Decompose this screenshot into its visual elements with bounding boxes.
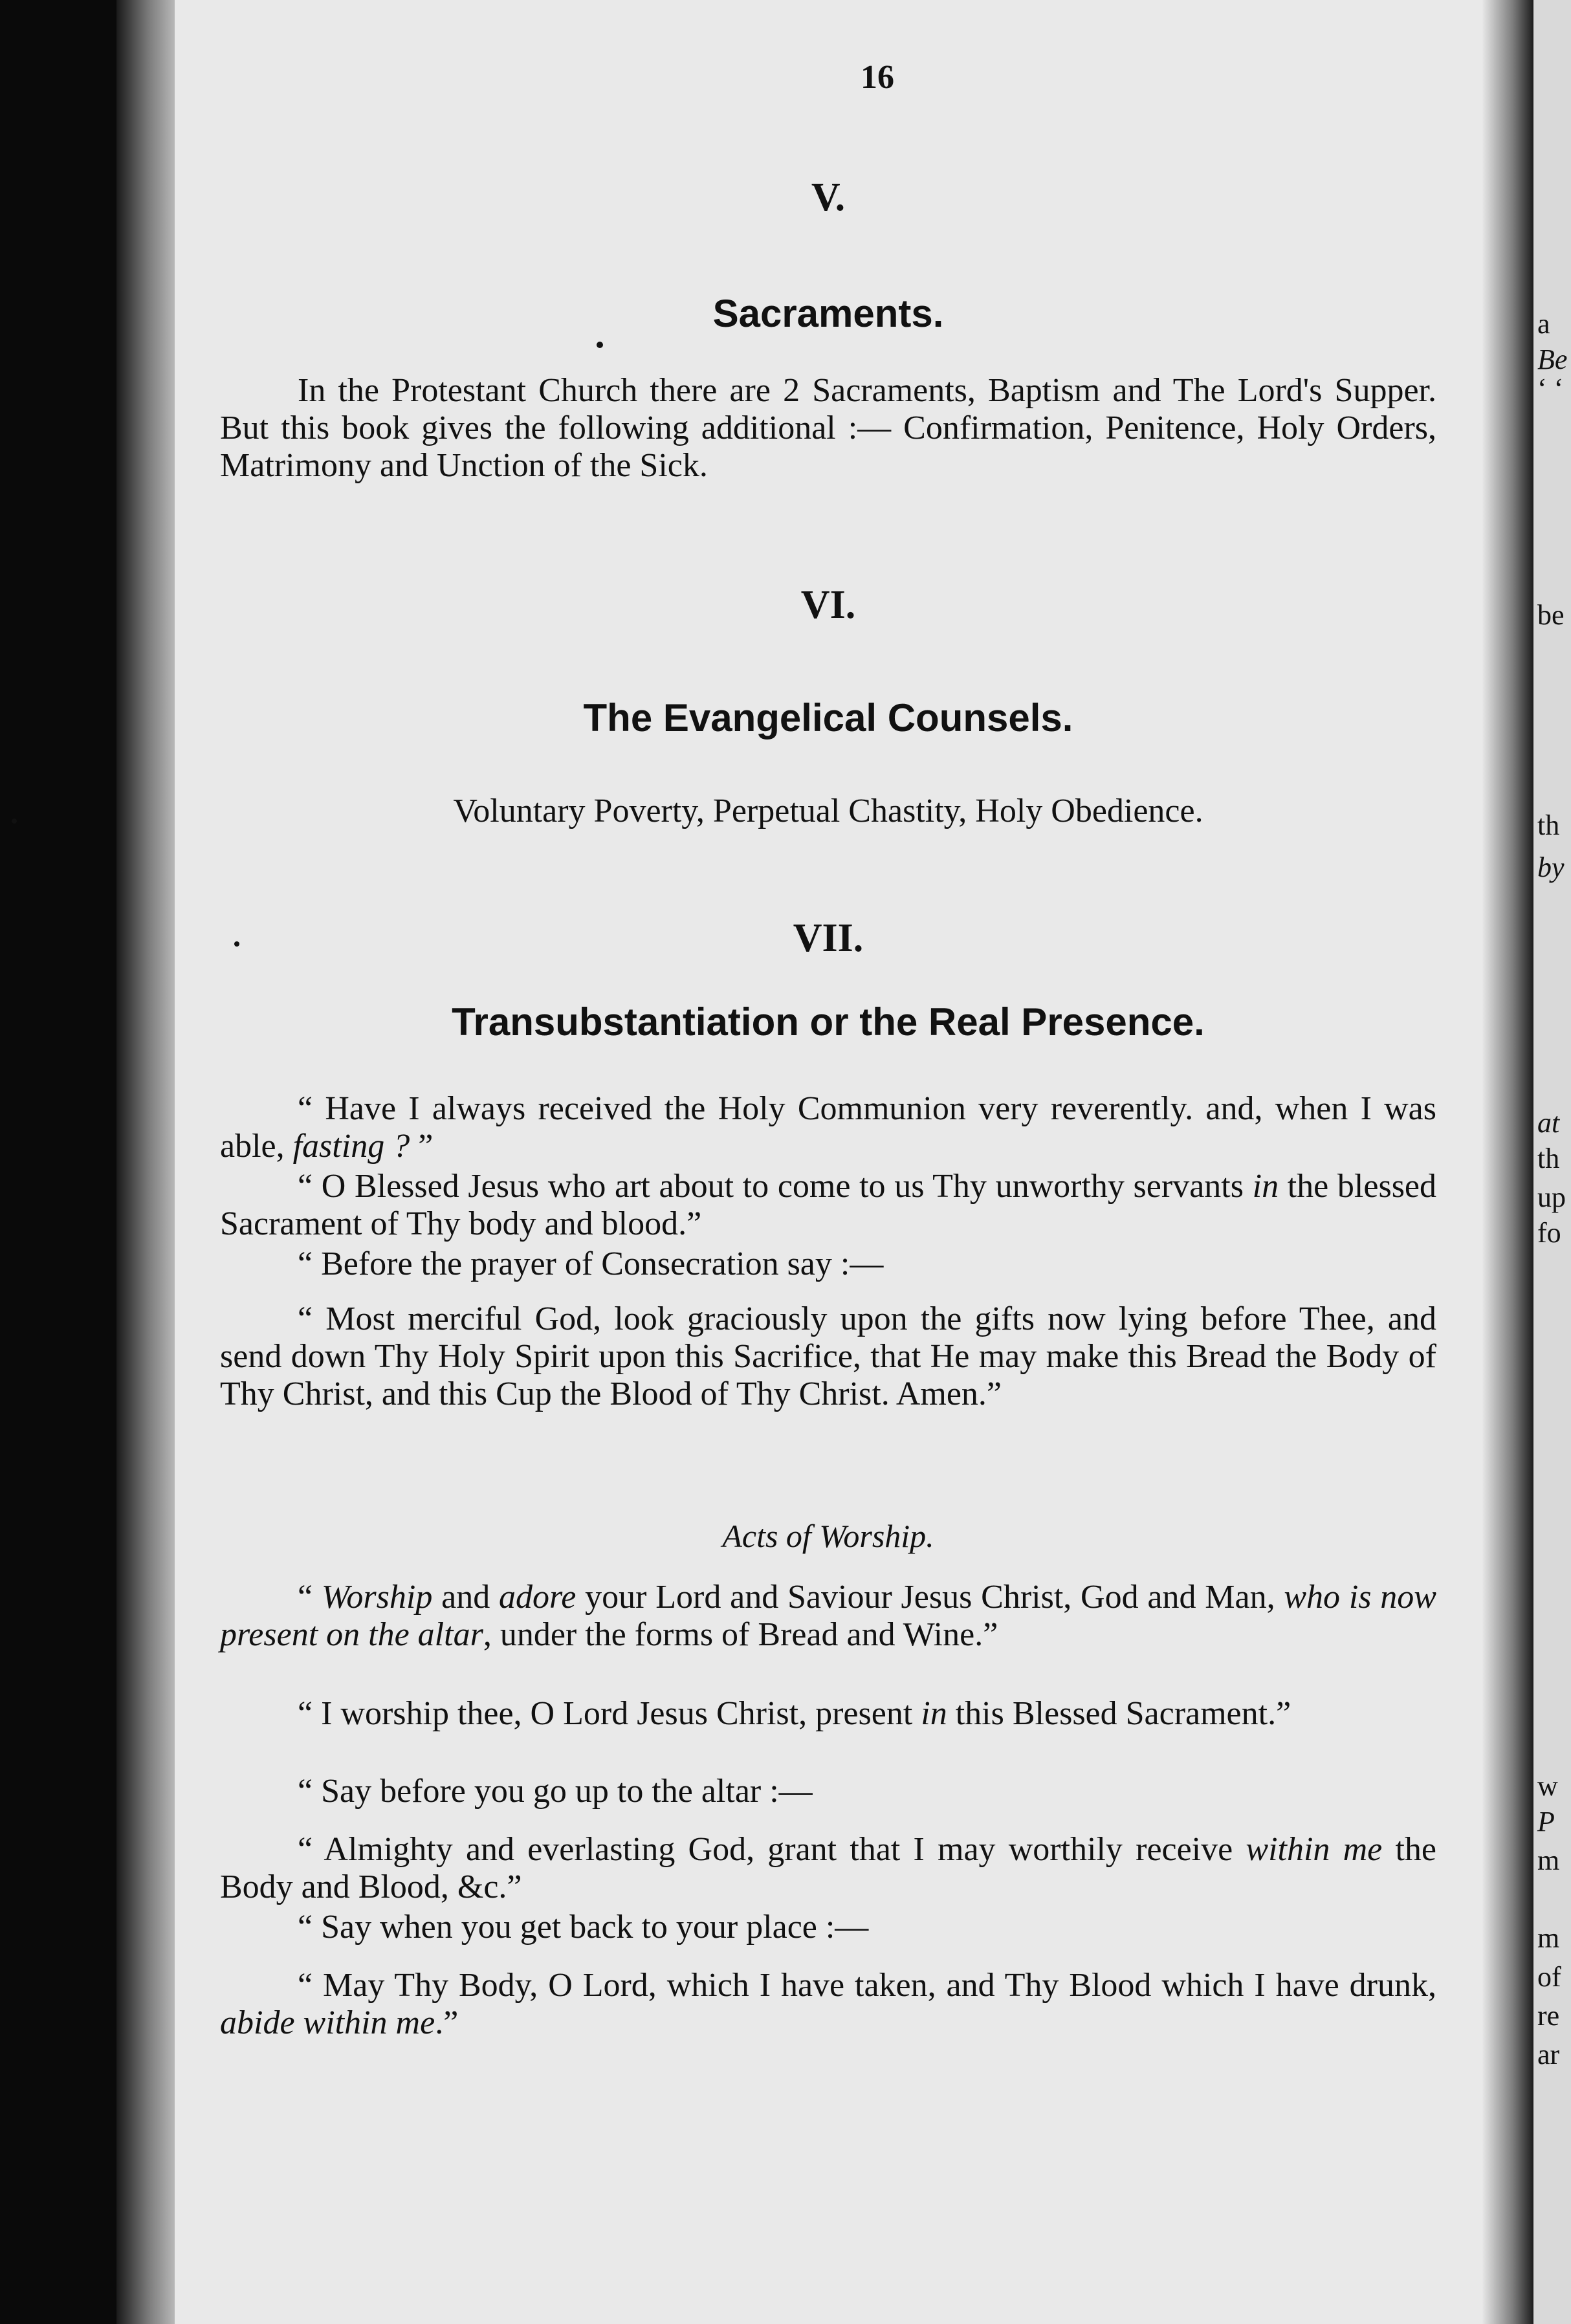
adjacent-fragment: fo	[1537, 1217, 1561, 1249]
quote-1-text: “ Have I always received the Holy Communion very reverently. and, when I was able,	[220, 1090, 1436, 1165]
worship-paragraph-4	[220, 1831, 1436, 1906]
adjacent-fragment: m	[1537, 1922, 1560, 1954]
adjacent-fragment: by	[1537, 851, 1565, 883]
worship-2-italic: in	[921, 1695, 947, 1732]
worship-paragraph-5	[220, 1909, 1436, 1946]
worship-6-italic: abide within me	[220, 2004, 435, 2041]
worship-6-end: .”	[435, 2004, 459, 2041]
worship-1-italic-b: adore	[499, 1579, 577, 1616]
section-vii-numeral: VII.	[793, 916, 864, 960]
section-v-numeral: V.	[811, 175, 846, 219]
adjacent-fragment: Be	[1537, 344, 1568, 375]
page-number: 16	[861, 59, 894, 96]
adjacent-fragment: be	[1537, 599, 1565, 631]
worship-1-text-b: your Lord and Saviour Jesus Christ, God and Man,	[576, 1579, 1284, 1616]
adjacent-fragment: ‘ ‘	[1537, 373, 1564, 404]
section-vi-title: The Evangelical Counsels.	[583, 696, 1073, 740]
adjacent-fragment: ar	[1537, 2039, 1560, 2070]
section-vii-title: Transubstantiation or the Real Presence.	[452, 1000, 1205, 1044]
worship-2-text: “ I worship thee, O Lord Jesus Christ, present	[298, 1695, 921, 1732]
quote-2-end: the blessed Sacrament of Thy body and blood.”	[220, 1168, 1437, 1242]
worship-paragraph-1	[220, 1579, 1436, 1654]
worship-paragraph-6	[220, 1967, 1436, 2042]
worship-3-text: “ Say before you go up to the altar :—	[298, 1773, 813, 1810]
adjacent-fragment: m	[1537, 1845, 1560, 1876]
worship-1-italic-c: who is now present on the altar	[220, 1579, 1436, 1653]
ink-speck	[234, 941, 239, 947]
quote-paragraph-3	[220, 1245, 1436, 1283]
worship-1-text-a: and	[432, 1579, 499, 1616]
worship-5-text: “ Say when you get back to your place :—	[298, 1909, 869, 1946]
adjacent-fragment: a	[1537, 308, 1550, 340]
page-edge-shadow	[1482, 0, 1533, 2324]
worship-1-open: “	[298, 1579, 322, 1616]
quote-1-italic: fasting ?	[292, 1128, 410, 1165]
quote-4-text: “ Most merciful God, look graciously upon the gifts now lying before Thee, and send down Thy Holy Spirit upon this Sacrifice, that He may make this Bread the Body of Thy Christ, and this Cup the Blood of Thy Christ. Amen.”	[220, 1300, 1436, 1412]
quote-2-italic: in	[1252, 1168, 1279, 1205]
quote-paragraph-4	[220, 1300, 1436, 1413]
acts-of-worship-heading: Acts of Worship.	[722, 1518, 934, 1554]
worship-4-italic: within me	[1246, 1831, 1383, 1868]
worship-4-end: the Body and Blood, &c.”	[220, 1831, 1436, 1905]
worship-2-end: this Blessed Sacrament.”	[947, 1695, 1291, 1732]
adjacent-fragment: P	[1537, 1806, 1555, 1837]
adjacent-fragment: w	[1537, 1770, 1558, 1802]
ink-speck	[597, 342, 603, 348]
quote-1-end: ”	[410, 1128, 434, 1165]
adjacent-fragment: th	[1537, 1143, 1560, 1174]
worship-1-italic-a: Worship	[321, 1579, 433, 1616]
adjacent-fragment: at	[1537, 1107, 1560, 1139]
adjacent-fragment: th	[1537, 809, 1560, 841]
worship-6-text: “ May Thy Body, O Lord, which I have taken, and Thy Blood which I have drunk,	[298, 1967, 1436, 2004]
worship-paragraph-2	[220, 1695, 1436, 1733]
quote-paragraph-2	[220, 1168, 1436, 1243]
quote-2-text: “ O Blessed Jesus who art about to come to us Thy unworthy servants	[298, 1168, 1253, 1205]
quote-3-text: “ Before the prayer of Consecration say :—	[298, 1245, 884, 1282]
sacraments-text: In the Protestant Church there are 2 Sacraments, Baptism and The Lord's Supper. But this book gives the following additional :— Confirmation, Penitence, Holy Orders, Matrimony and Unction of the Sick.	[220, 372, 1436, 484]
adjacent-page-edge	[1533, 0, 1571, 2324]
sacraments-paragraph	[220, 372, 1436, 485]
worship-paragraph-3	[220, 1773, 1436, 1810]
adjacent-fragment: of	[1537, 1961, 1561, 1993]
adjacent-fragment: up	[1537, 1181, 1566, 1213]
worship-1-text-c: , under the forms of Bread and Wine.”	[483, 1616, 998, 1653]
section-v-title: Sacraments.	[712, 292, 944, 335]
quote-paragraph-1	[220, 1090, 1436, 1165]
ink-speck	[12, 818, 17, 824]
section-vi-numeral: VI.	[800, 583, 856, 627]
adjacent-fragment: re	[1537, 2000, 1560, 2032]
counsels-paragraph: Voluntary Poverty, Perpetual Chastity, Holy Obedience.	[453, 793, 1203, 829]
worship-4-text: “ Almighty and everlasting God, grant that I may worthily receive	[298, 1831, 1246, 1868]
